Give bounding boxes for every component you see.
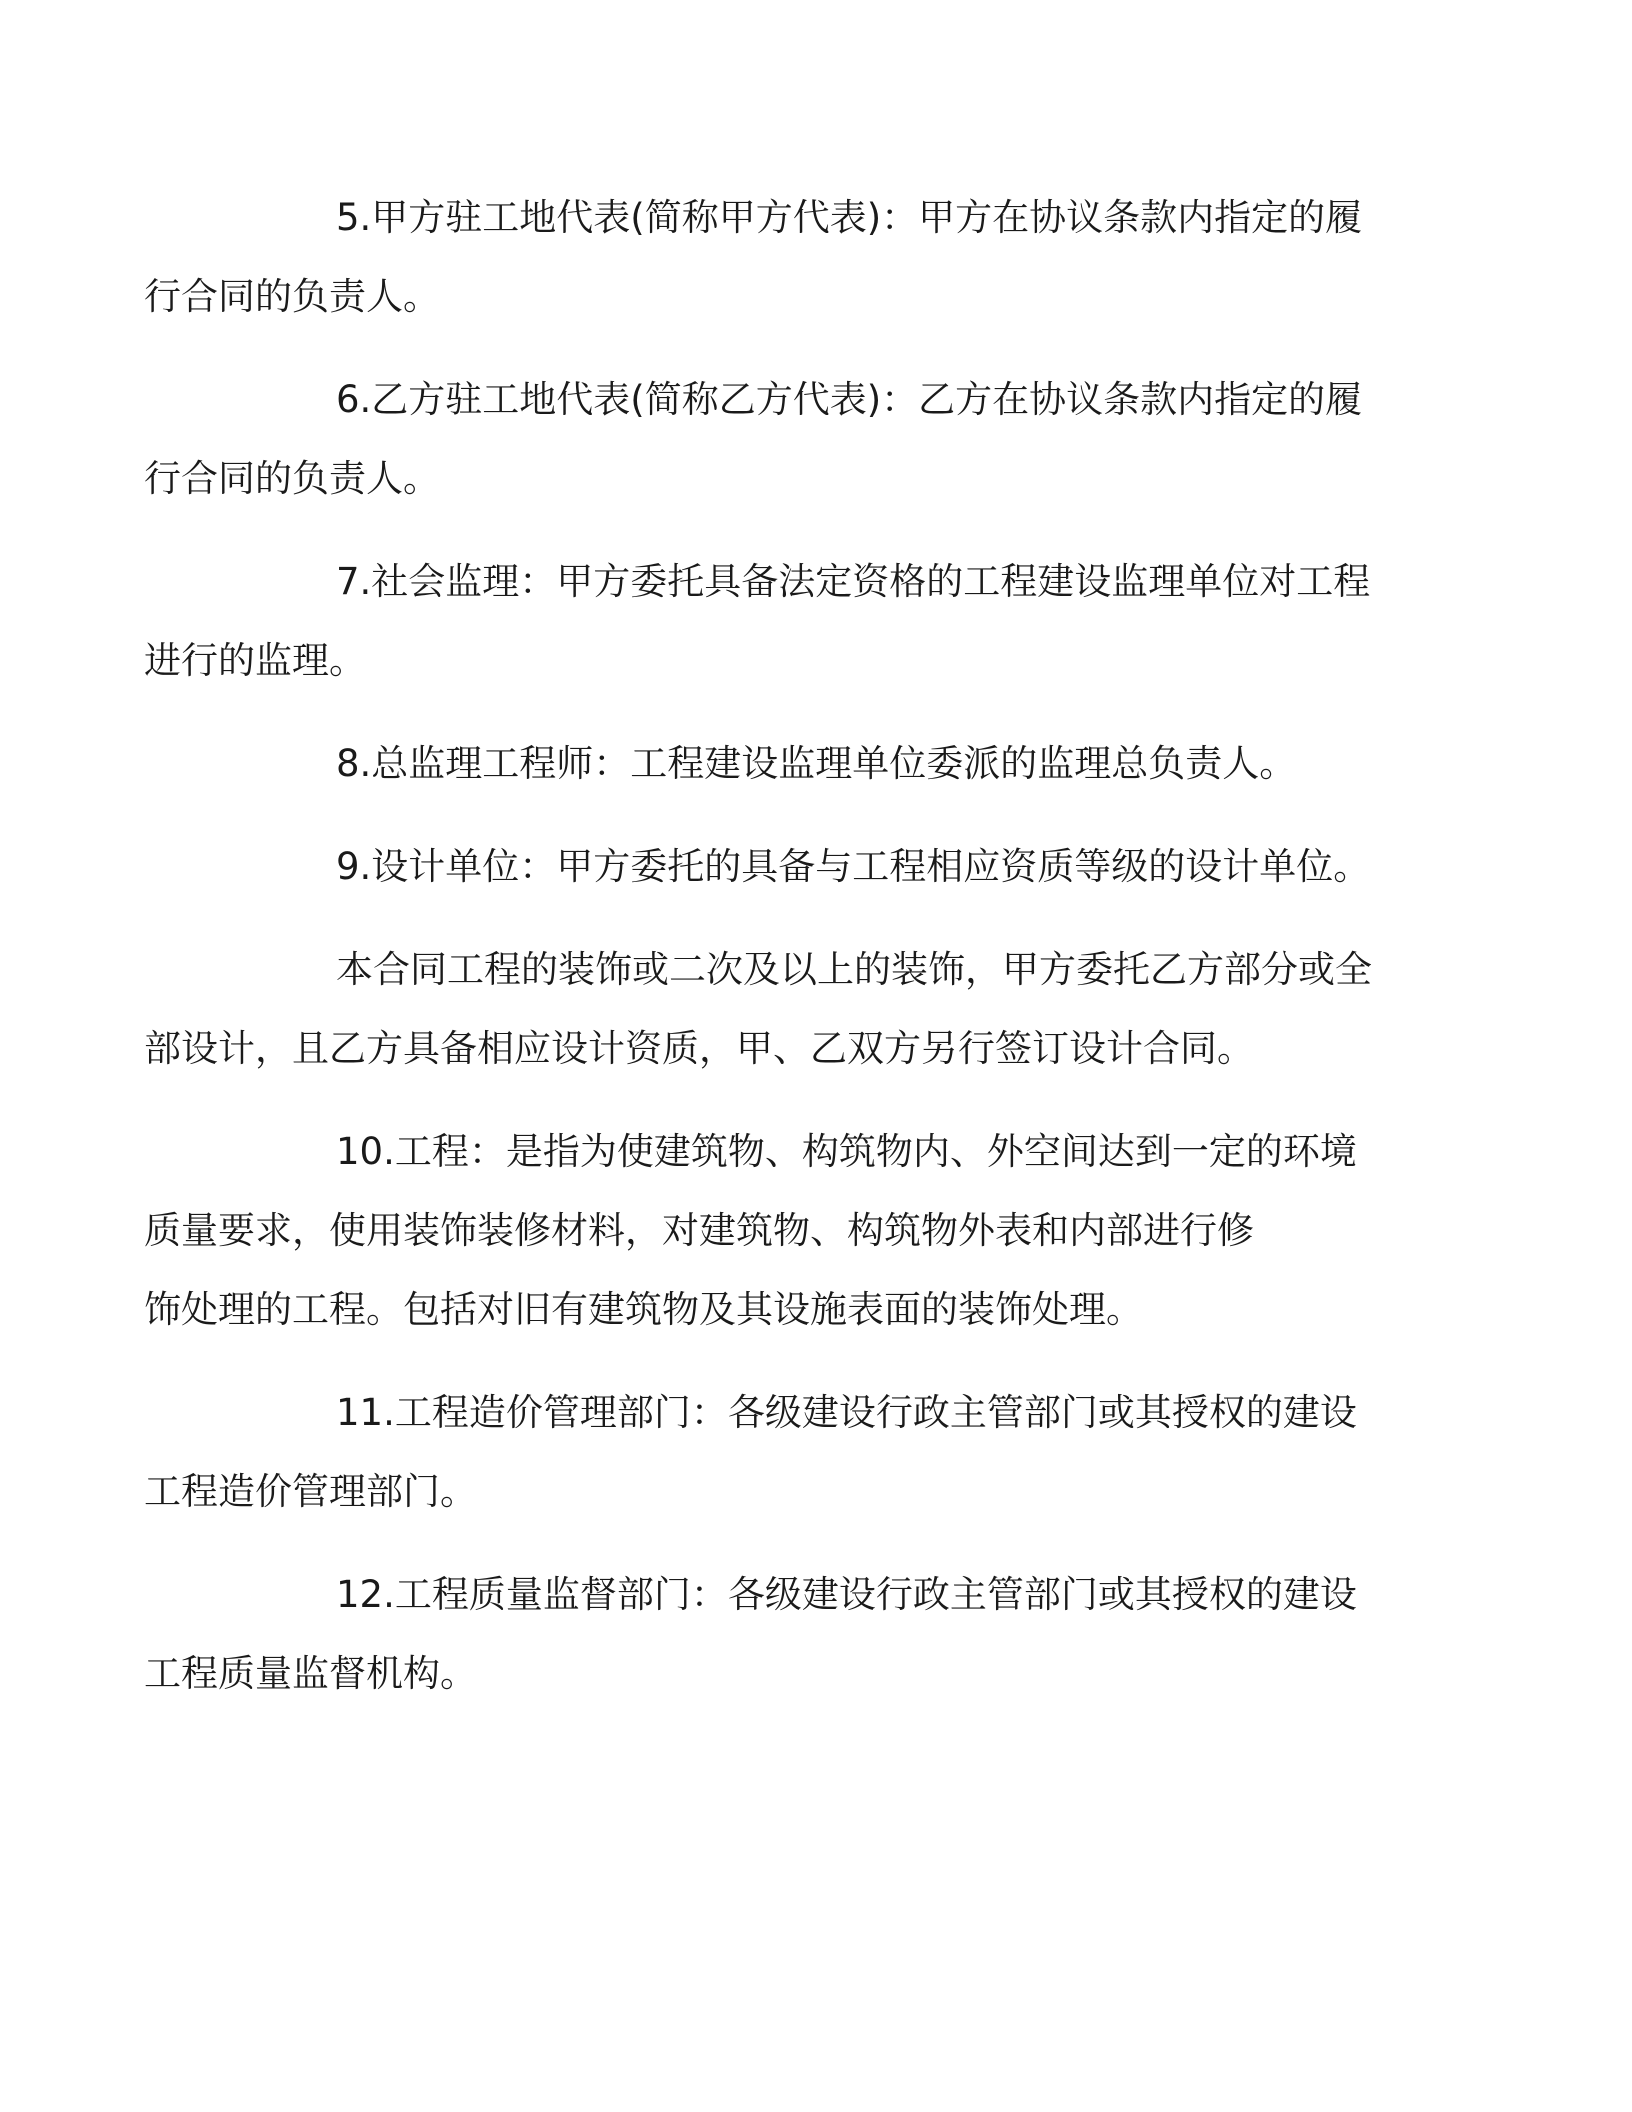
- paragraph-11-cost-management-department: [144, 1373, 1392, 1531]
- paragraph-12-quality-supervision-department: [144, 1555, 1392, 1713]
- paragraph-line: 工程质量监督机构。: [144, 1652, 477, 1695]
- paragraph-line: 12.工程质量监督部门：各级建设行政主管部门或其授权的建设: [336, 1573, 1357, 1616]
- paragraph-line: 6.乙方驻工地代表(简称乙方代表)：乙方在协议条款内指定的履: [336, 378, 1363, 421]
- paragraph-line: 行合同的负责人。: [144, 275, 440, 318]
- paragraph-10-project: [144, 1112, 1392, 1349]
- paragraph-design-contract-note: [144, 930, 1392, 1088]
- paragraph-line: 10.工程：是指为使建筑物、构筑物内、外空间达到一定的环境: [336, 1130, 1357, 1173]
- paragraph-7-social-supervision: [144, 542, 1392, 700]
- paragraph-line: 工程造价管理部门。: [144, 1470, 477, 1513]
- paragraph-line: 进行的监理。: [144, 639, 366, 682]
- paragraph-line: 质量要求，使用装饰装修材料，对建筑物、构筑物外表和内部进行修: [144, 1209, 1254, 1252]
- paragraph-8-chief-supervising-engineer: [240, 724, 1392, 803]
- paragraph-6-party-b-representative: [144, 360, 1392, 518]
- paragraph-line: 9.设计单位：甲方委托的具备与工程相应资质等级的设计单位。: [336, 845, 1371, 888]
- paragraph-line: 7.社会监理：甲方委托具备法定资格的工程建设监理单位对工程: [336, 560, 1371, 603]
- paragraph-line: 本合同工程的装饰或二次及以上的装饰，甲方委托乙方部分或全: [336, 948, 1372, 991]
- paragraph-line: 11.工程造价管理部门：各级建设行政主管部门或其授权的建设: [336, 1391, 1357, 1434]
- paragraph-line: 行合同的负责人。: [144, 457, 440, 500]
- paragraph-line: 8.总监理工程师：工程建设监理单位委派的监理总负责人。: [336, 742, 1297, 785]
- paragraph-5-party-a-representative: [144, 178, 1392, 336]
- paragraph-line: 部设计，且乙方具备相应设计资质，甲、乙双方另行签订设计合同。: [144, 1027, 1254, 1070]
- paragraph-9-design-unit: [240, 827, 1392, 906]
- document-body: [144, 178, 1392, 1737]
- paragraph-line: 饰处理的工程。包括对旧有建筑物及其设施表面的装饰处理。: [144, 1288, 1143, 1331]
- paragraph-line: 5.甲方驻工地代表(简称甲方代表)：甲方在协议条款内指定的履: [336, 196, 1363, 239]
